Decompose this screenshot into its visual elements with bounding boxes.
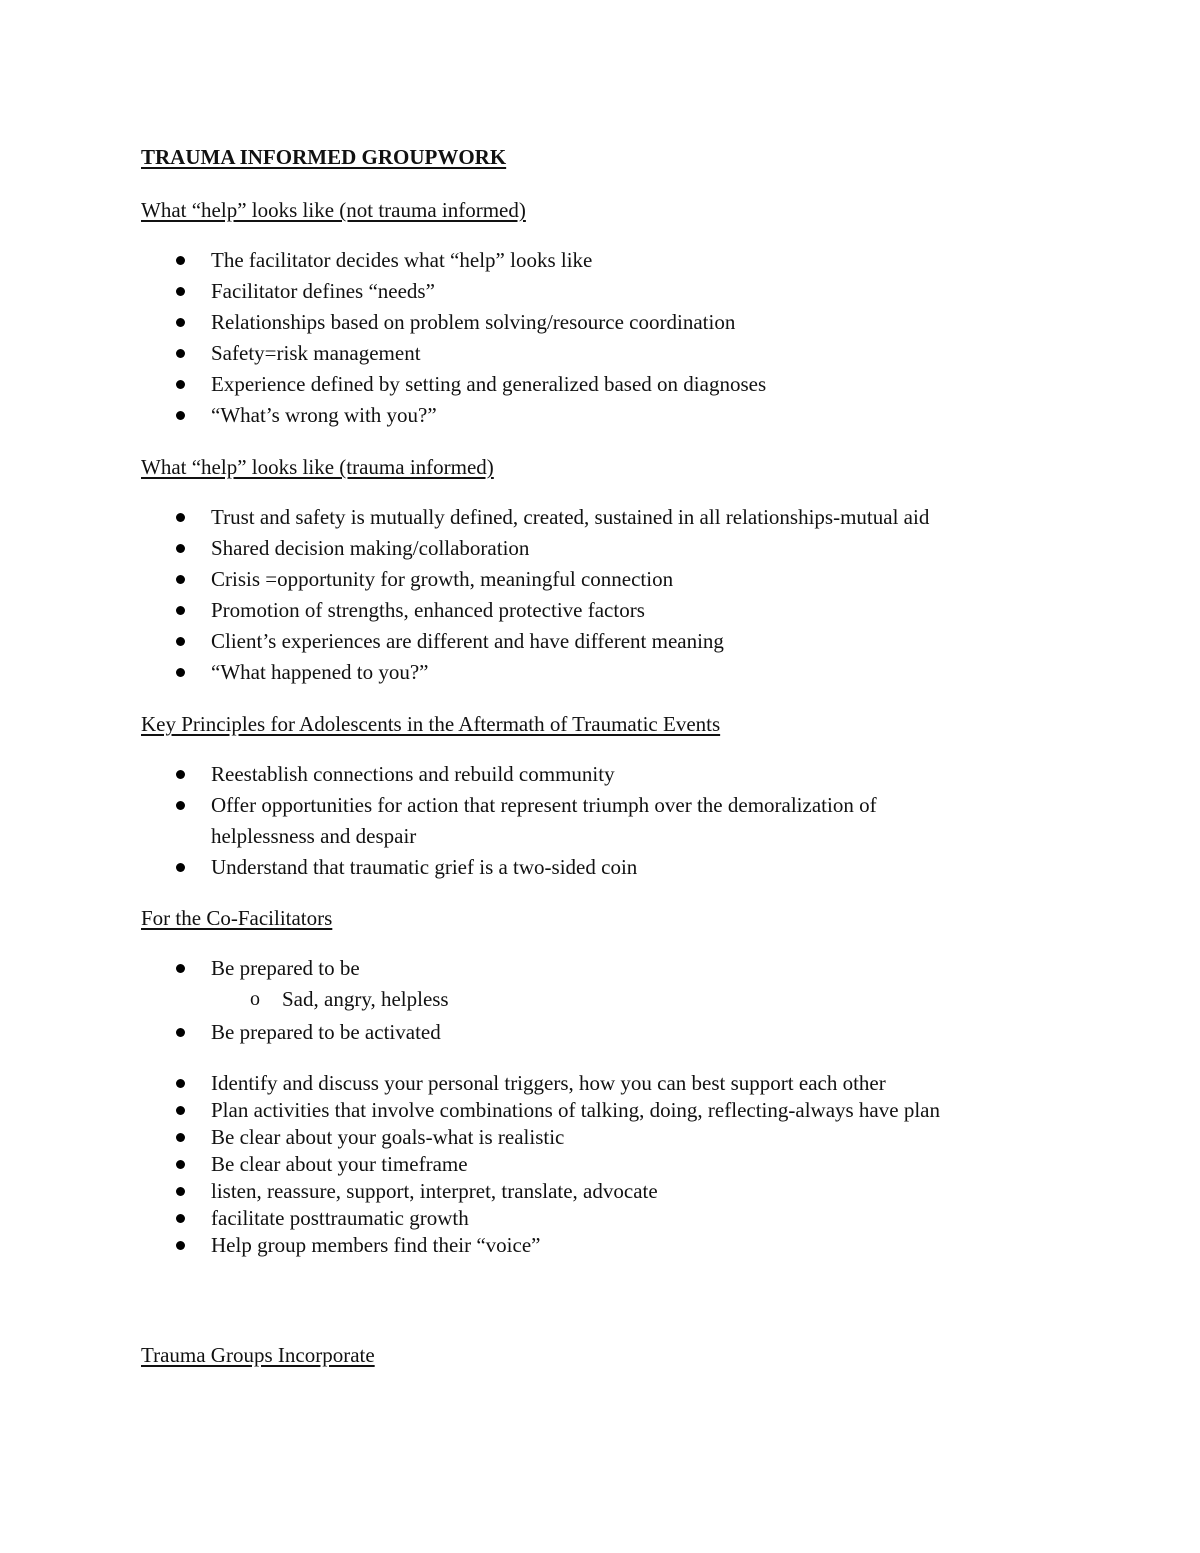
list-item: Be prepared to be activated [211,1020,441,1044]
bullet-icon [176,863,185,872]
bullet-icon [176,1214,185,1223]
bullet-icon [176,544,185,553]
section-heading-not-trauma-informed: What “help” looks like (not trauma informed) [141,198,526,222]
bullet-icon [176,575,185,584]
list-item: Help group members find their “voice” [211,1233,541,1257]
list-item: Plan activities that involve combinations of talking, doing, reflecting-always have plan [211,1098,940,1122]
bullet-icon [176,256,185,265]
list-item: Relationships based on problem solving/resource coordination [211,310,736,334]
sub-bullet-icon: o [250,988,260,1010]
section-heading-key-principles: Key Principles for Adolescents in the Aftermath of Traumatic Events [141,712,721,736]
list-item: The facilitator decides what “help” looks like [211,248,593,272]
bullet-icon [176,606,185,615]
bullet-icon [176,318,185,327]
list-item: Offer opportunities for action that represent triumph over the demoralization of [211,793,877,817]
document-title: TRAUMA INFORMED GROUPWORK [141,145,507,169]
bullet-icon [176,287,185,296]
list-item: Understand that traumatic grief is a two-sided coin [211,855,638,879]
bullet-icon [176,1241,185,1250]
bullet-icon [176,1028,185,1037]
bullet-icon [176,770,185,779]
bullet-icon [176,1106,185,1115]
bullet-icon [176,1187,185,1196]
bullet-icon [176,964,185,973]
list-item: facilitate posttraumatic growth [211,1206,469,1230]
bullet-icon [176,1133,185,1142]
list-item: Be prepared to be [211,956,360,980]
list-item-continuation: helplessness and despair [211,824,417,848]
list-item: Identify and discuss your personal triggers, how you can best support each other [211,1071,886,1095]
list-item: “What’s wrong with you?” [211,403,437,427]
list-item: Trust and safety is mutually defined, created, sustained in all relationships-mutual aid [211,505,930,529]
list-item: “What happened to you?” [211,660,429,684]
list-item: Crisis =opportunity for growth, meaningful connection [211,567,674,591]
bullet-icon [176,1079,185,1088]
list-item: Reestablish connections and rebuild community [211,762,615,786]
section-heading-co-facilitators: For the Co-Facilitators [141,906,333,930]
bullet-icon [176,411,185,420]
section-heading-trauma-groups: Trauma Groups Incorporate [141,1343,375,1367]
bullet-icon [176,668,185,677]
bullet-icon [176,637,185,646]
list-item: listen, reassure, support, interpret, translate, advocate [211,1179,658,1203]
list-item: Safety=risk management [211,341,421,365]
bullet-icon [176,380,185,389]
bullet-icon [176,513,185,522]
bullet-icon [176,801,185,810]
list-item: Client’s experiences are different and have different meaning [211,629,724,653]
bullet-icon [176,1160,185,1169]
list-item: Be clear about your timeframe [211,1152,468,1176]
bullet-icon [176,349,185,358]
list-item: Shared decision making/collaboration [211,536,530,560]
section-heading-trauma-informed: What “help” looks like (trauma informed) [141,455,494,479]
list-item: Promotion of strengths, enhanced protective factors [211,598,645,622]
list-item: Be clear about your goals-what is realistic [211,1125,565,1149]
list-item: Facilitator defines “needs” [211,279,435,303]
sub-list-item: Sad, angry, helpless [282,987,449,1011]
list-item: Experience defined by setting and generalized based on diagnoses [211,372,767,396]
